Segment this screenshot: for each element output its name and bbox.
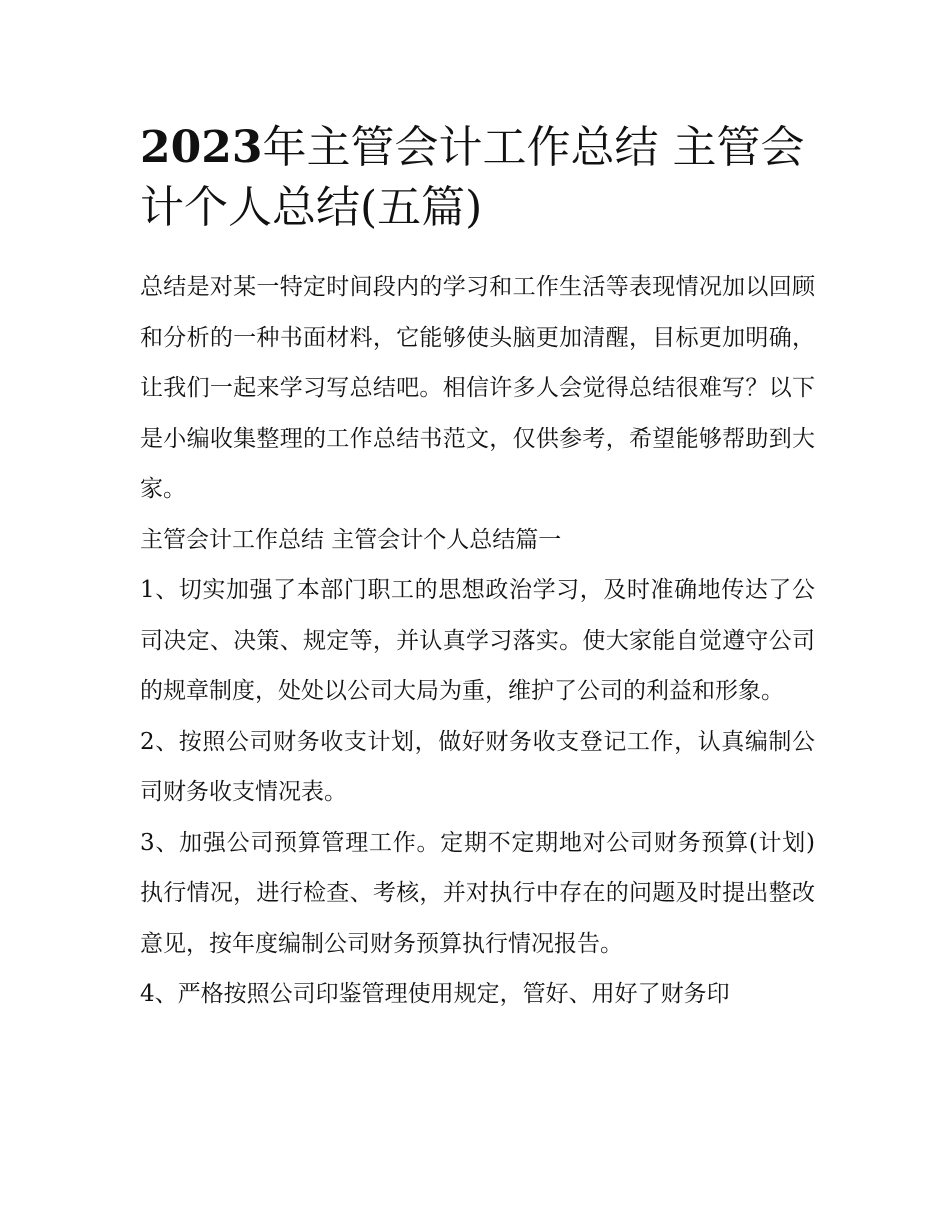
document-title (140, 118, 815, 238)
title-text: 年主管会计工作总结 主管会计个人总结(五篇) (140, 122, 805, 233)
list-item-2: 2、按照公司财务收支计划，做好财务收支登记工作，认真编制公司财务收支情况表。 (140, 728, 815, 805)
list-item-1: 1、切实加强了本部门职工的思想政治学习，及时准确地传达了公司决定、决策、规定等，并认真学习落实。使大家能自觉遵守公司的规章制度，处处以公司大局为重，维护了公司的利益和形象。 (140, 577, 815, 704)
intro-paragraph: 总结是对某一特定时间段内的学习和工作生活等表现情况加以回顾和分析的一种书面材料，它能够使头脑更加清醒，目标更加明确，让我们一起来学习写总结吧。相信许多人会觉得总结很难写？以下是小编收集整理的工作总结书范文，仅供参考，希望能够帮助到大家。 (140, 274, 815, 502)
document-body (140, 118, 815, 1020)
list-item-3: 3、加强公司预算管理工作。定期不定期地对公司财务预算(计划)执行情况，进行检查、考核，并对执行中存在的问题及时提出整改意见，按年度编制公司财务预算执行情况报告。 (140, 829, 815, 957)
list-item-4: 4、严格按照公司印鉴管理使用规定，管好、用好了财务印 (140, 981, 730, 1007)
section-heading: 主管会计工作总结 主管会计个人总结篇一 (140, 526, 562, 553)
title-year: 2023 (140, 122, 263, 173)
